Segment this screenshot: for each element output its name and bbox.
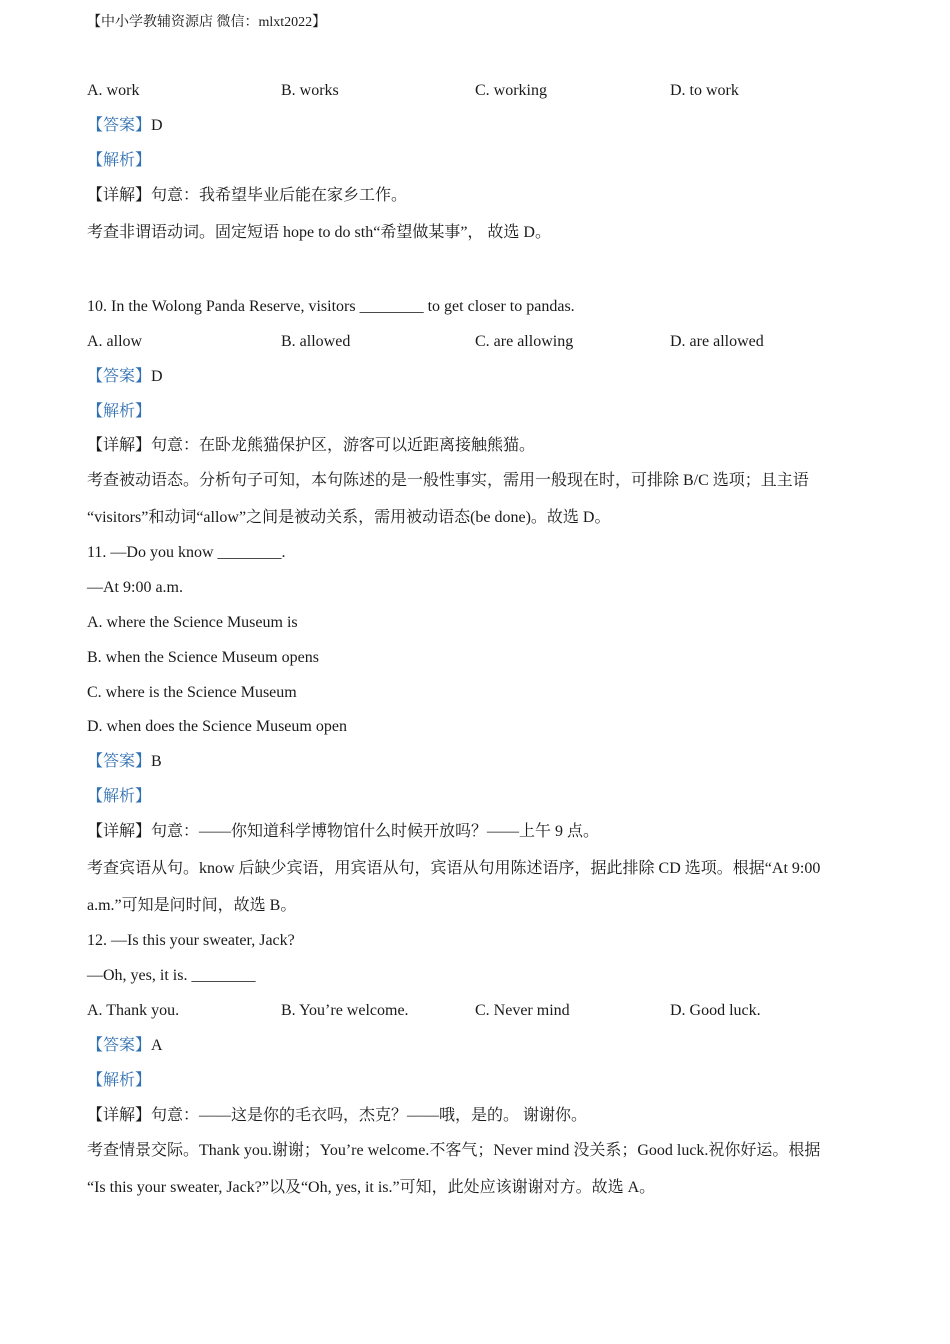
q9-option-c: C. working [475,82,547,99]
q9-option-d: D. to work [670,82,739,99]
q10-question: 10. In the Wolong Panda Reserve, visitors ________ to get closer to pandas. [87,298,575,315]
q11-option-d: D. when does the Science Museum open [87,718,347,735]
answer-label: 【答案】 [87,117,152,134]
q11-detail: 【详解】句意：——你知道科学博物馆什么时候开放吗？——上午 9 点。 [87,823,600,840]
q12-detail: 【详解】句意：——这是你的毛衣吗，杰克？——哦，是的。 谢谢你。 [87,1107,588,1124]
q10-explanation-line2: “visitors”和动词“allow”之间是被动关系，需用被动语态(be done)。故选 D。 [87,509,611,526]
q11-question: 11. —Do you know ________. [87,544,286,561]
q10-option-d: D. are allowed [670,333,764,350]
q10-answer [87,367,163,387]
q10-explanation-line1: 考查被动语态。分析句子可知，本句陈述的是一般性事实，需用一般现在时，可排除 B/C 选项；且主语 [87,472,809,489]
q10-answer-value: D [151,368,163,385]
q12-option-d: D. Good luck. [670,1002,761,1019]
q10-option-b: B. allowed [281,333,351,350]
q12-question: 12. —Is this your sweater, Jack? [87,932,295,949]
q9-answer-value: D [151,117,163,134]
q11-answer-value: B [151,753,162,770]
q9-option-b: B. works [281,82,339,99]
q12-analysis-label: 【解析】 [87,1072,152,1089]
answer-label: 【答案】 [87,753,152,770]
q10-analysis-label: 【解析】 [87,403,152,420]
q10-detail: 【详解】句意：在卧龙熊猫保护区，游客可以近距离接触熊猫。 [87,437,536,454]
q9-analysis-label: 【解析】 [87,152,152,169]
q12-answer [87,1036,163,1056]
q12-option-c: C. Never mind [475,1002,570,1019]
q12-reply: —Oh, yes, it is. ________ [87,967,256,984]
q12-explanation-line2: “Is this your sweater, Jack?”以及“Oh, yes, it is.”可知，此处应该谢谢对方。故选 A。 [87,1179,656,1196]
q9-detail: 【详解】句意：我希望毕业后能在家乡工作。 [87,187,408,204]
q10-option-c: C. are allowing [475,333,574,350]
q12-option-a: A. Thank you. [87,1002,180,1019]
q12-option-b: B. You’re welcome. [281,1002,409,1019]
q11-explanation-line1: 考查宾语从句。know 后缺少宾语，用宾语从句，宾语从句用陈述语序，据此排除 CD 选项。根据“At 9:00 [87,860,821,877]
q9-option-a: A. work [87,82,140,99]
q11-answer [87,752,162,772]
q11-option-a: A. where the Science Museum is [87,614,298,631]
page-header: 【中小学教辅资源店 微信：mlxt2022】 [87,15,327,30]
q11-explanation-line2: a.m.”可知是问时间，故选 B。 [87,897,297,914]
q11-reply: —At 9:00 a.m. [87,579,183,596]
q9-answer [87,116,163,136]
q12-explanation-line1: 考查情景交际。Thank you.谢谢；You’re welcome.不客气；Never mind 没关系；Good luck.祝你好运。根据 [87,1142,821,1159]
answer-label: 【答案】 [87,1037,152,1054]
answer-label: 【答案】 [87,368,152,385]
q12-answer-value: A [151,1037,163,1054]
q11-analysis-label: 【解析】 [87,788,152,805]
q11-option-c: C. where is the Science Museum [87,684,297,701]
q11-option-b: B. when the Science Museum opens [87,649,319,666]
q9-explanation: 考查非谓语动词。固定短语 hope to do sth“希望做某事”， 故选 D。 [87,224,551,241]
q10-option-a: A. allow [87,333,143,350]
